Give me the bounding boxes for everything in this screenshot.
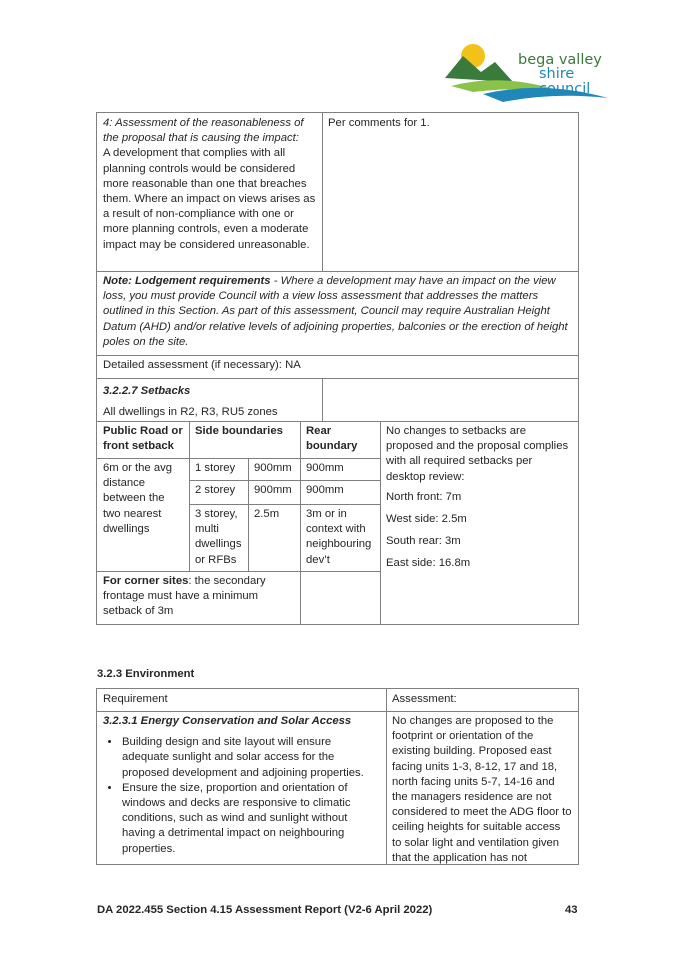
energy-bullet-2: • Ensure the size, proportion and orientation of windows and decks are responsive to climatic conditions, such as wind and sunlight without having a detrimental impact on neighbouring properties. [121, 781, 380, 857]
row-1-rear: 900mm [306, 462, 344, 474]
criterion-4-cell [97, 113, 322, 256]
row-2-side: 900mm [254, 484, 292, 496]
note-text: - Where a development may have an impact on the view loss, you must provide Council with a view loss assessment that addresses the matters outlined in this Section. As part of this assessment, Council may require Australian Height Datum (AHD) and/or relative levels of adjoining properties, balconies or the erection of height poles on the site. [103, 275, 568, 348]
lodgement-note [97, 271, 578, 353]
logo-line-1: bega valley [518, 52, 602, 68]
col-requirement-header: Requirement [103, 693, 168, 705]
assessment-east: East side: 16.8m [386, 557, 471, 570]
energy-bullet-list [103, 735, 380, 857]
setbacks-heading-cell [97, 378, 322, 426]
row-3-side: 2.5m [254, 508, 280, 520]
council-logo [443, 42, 628, 104]
footer-report-title: DA 2022.455 Section 4.15 Assessment Report (V2-6 April 2022) [97, 904, 433, 916]
criterion-4-body: A development that complies with all planning controls would be considered more reasonable than one that breaches them. Where an impact on views arises as a result of non-compliance with one or more planning controls, even a moderate impact may be considered unreasonable. [103, 147, 316, 251]
corner-label: For corner sites [103, 575, 189, 587]
row-3-storey: 3 storey, multi dwellings or RFBs [195, 508, 242, 566]
energy-bullet-1: • Building design and site layout will ensure adequate sunlight and solar access for the proposed development and adjoining properties. [121, 735, 380, 781]
row-1-side: 900mm [254, 462, 292, 474]
logo-line-2: shire council [539, 66, 591, 97]
setbacks-assessment [380, 421, 578, 575]
assessment-intro: No changes to setbacks are proposed and the proposal complies with all required setbacks per desktop review: [386, 425, 569, 483]
row-1-storey: 1 storey [195, 462, 236, 474]
page-number: 43 [565, 904, 578, 916]
energy-assessment: No changes are proposed to the footprint or orientation of the existing building. Proposed east facing units 1-3, 8-12, 17 and 18, north facing units 5-7, 14-16 and the managers residence are not considered to meet the ADG floor to ceiling heights for suitable access to solar light and ventilation given that the application has not [392, 715, 572, 864]
energy-subheading: 3.2.3.1 Energy Conservation and Solar Access [103, 715, 352, 727]
detailed-assessment: Detailed assessment (if necessary): NA [103, 359, 301, 371]
corner-text: : the secondary frontage must have a minimum setback of 3m [103, 575, 266, 618]
criterion-4-comment: Per comments for 1. [328, 117, 430, 129]
environment-table [96, 688, 579, 865]
assessment-north: North front: 7m [386, 490, 462, 503]
energy-requirement-cell [97, 711, 386, 860]
row-2-storey: 2 storey [195, 484, 236, 496]
assessment-south: South rear: 3m [386, 535, 461, 548]
setbacks-scope: All dwellings in R2, R3, RU5 zones [103, 406, 278, 418]
col-front-header: Public Road or front setback [103, 425, 183, 453]
view-loss-setbacks-table [96, 112, 579, 625]
note-label: Note: Lodgement requirements [103, 275, 271, 287]
col-side-header: Side boundaries [195, 425, 283, 437]
front-setback-value: 6m or the avg distance between the two nearest dwellings [103, 462, 173, 535]
assessment-west: West side: 2.5m [386, 513, 467, 526]
row-3-rear: 3m or in context with neighbouring dev’t [306, 508, 372, 566]
environment-heading: 3.2.3 Environment [97, 668, 195, 680]
corner-sites-note [97, 571, 300, 623]
criterion-4-title: 4: Assessment of the reasonableness of the proposal that is causing the impact: [103, 117, 304, 145]
setbacks-title: 3.2.2.7 Setbacks [103, 385, 191, 397]
row-2-rear: 900mm [306, 484, 344, 496]
col-rear-header: Rear boundary [306, 425, 358, 453]
col-assessment-header: Assessment: [392, 693, 457, 705]
